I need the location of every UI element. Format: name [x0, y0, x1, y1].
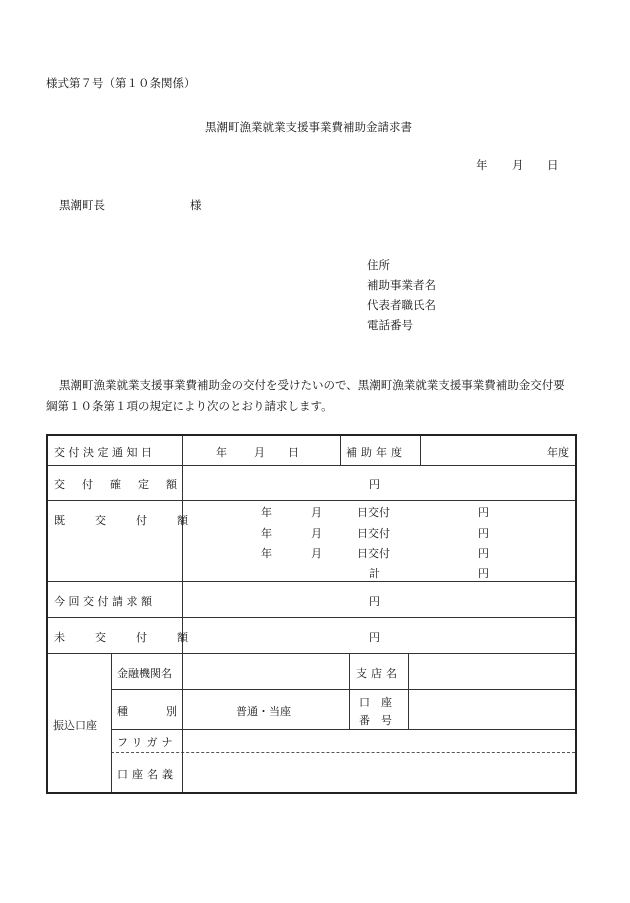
this-request-label: 今回交付請求額 — [54, 595, 156, 608]
subsidy-year-suffix: 年度 — [547, 446, 569, 459]
paid-row-3-yen: 円 — [478, 547, 489, 560]
paid-row-3-year: 年 — [261, 547, 272, 560]
paid-total-yen: 円 — [478, 567, 489, 580]
bank-name-label: 金融機関名 — [117, 667, 172, 680]
request-text-line-1: 黒潮町漁業就業支援事業費補助金の交付を受けたいので、黒潮町漁業就業支援事業費補助金交付要 — [59, 378, 565, 392]
decision-notice-date-label: 交付決定通知日 — [54, 446, 156, 459]
address-label: 住所 — [367, 258, 390, 272]
date-year-label: 年 — [476, 158, 488, 172]
confirmed-amount-yen: 円 — [369, 478, 380, 491]
this-request-yen: 円 — [369, 595, 380, 608]
date-day-label: 日 — [547, 158, 559, 172]
account-number-label-2: 番 号 — [359, 714, 392, 727]
paid-row-2-month: 月 — [311, 527, 322, 540]
paid-row-1-day: 日交付 — [357, 506, 390, 519]
account-type-label: 種別 — [117, 705, 215, 718]
business-name-label: 補助事業者名 — [367, 278, 436, 292]
paid-row-1-month: 月 — [311, 506, 322, 519]
paid-row-2-day: 日交付 — [357, 527, 390, 540]
honorific: 様 — [190, 198, 202, 212]
paid-row-1-yen: 円 — [478, 506, 489, 519]
paid-total-label: 計 — [369, 567, 380, 580]
transfer-account-label: 振込口座 — [53, 719, 97, 732]
request-text-line-2: 綱第１０条第１項の規定により次のとおり請求します。 — [46, 399, 333, 413]
furigana-label: フリガナ — [117, 736, 177, 749]
unpaid-yen: 円 — [369, 631, 380, 644]
decision-date-day: 日 — [288, 446, 299, 459]
form-number: 様式第７号（第１０条関係） — [46, 76, 196, 90]
unpaid-label: 未交付額 — [54, 631, 218, 644]
paid-row-1-year: 年 — [261, 506, 272, 519]
decision-date-year: 年 — [216, 446, 227, 459]
paid-row-2-year: 年 — [261, 527, 272, 540]
confirmed-amount-label: 交付確定額 — [54, 478, 194, 491]
decision-date-month: 月 — [254, 446, 265, 459]
subsidy-year-label: 補助年度 — [346, 446, 406, 459]
paid-row-3-month: 月 — [311, 547, 322, 560]
branch-name-label: 支店名 — [356, 667, 401, 680]
addressee: 黒潮町長 — [59, 198, 105, 212]
account-type-value: 普通・当座 — [236, 705, 291, 718]
account-holder-label: 口座名義 — [117, 768, 177, 781]
phone-label: 電話番号 — [367, 318, 413, 332]
representative-label: 代表者職氏名 — [367, 298, 436, 312]
account-number-label-1: 口 座 — [359, 696, 392, 709]
document-title: 黒潮町漁業就業支援事業費補助金請求書 — [205, 120, 412, 134]
paid-row-3-day: 日交付 — [357, 547, 390, 560]
paid-row-2-yen: 円 — [478, 527, 489, 540]
already-paid-label: 既交付額 — [54, 514, 218, 527]
date-month-label: 月 — [512, 158, 524, 172]
request-form-table — [46, 434, 577, 794]
